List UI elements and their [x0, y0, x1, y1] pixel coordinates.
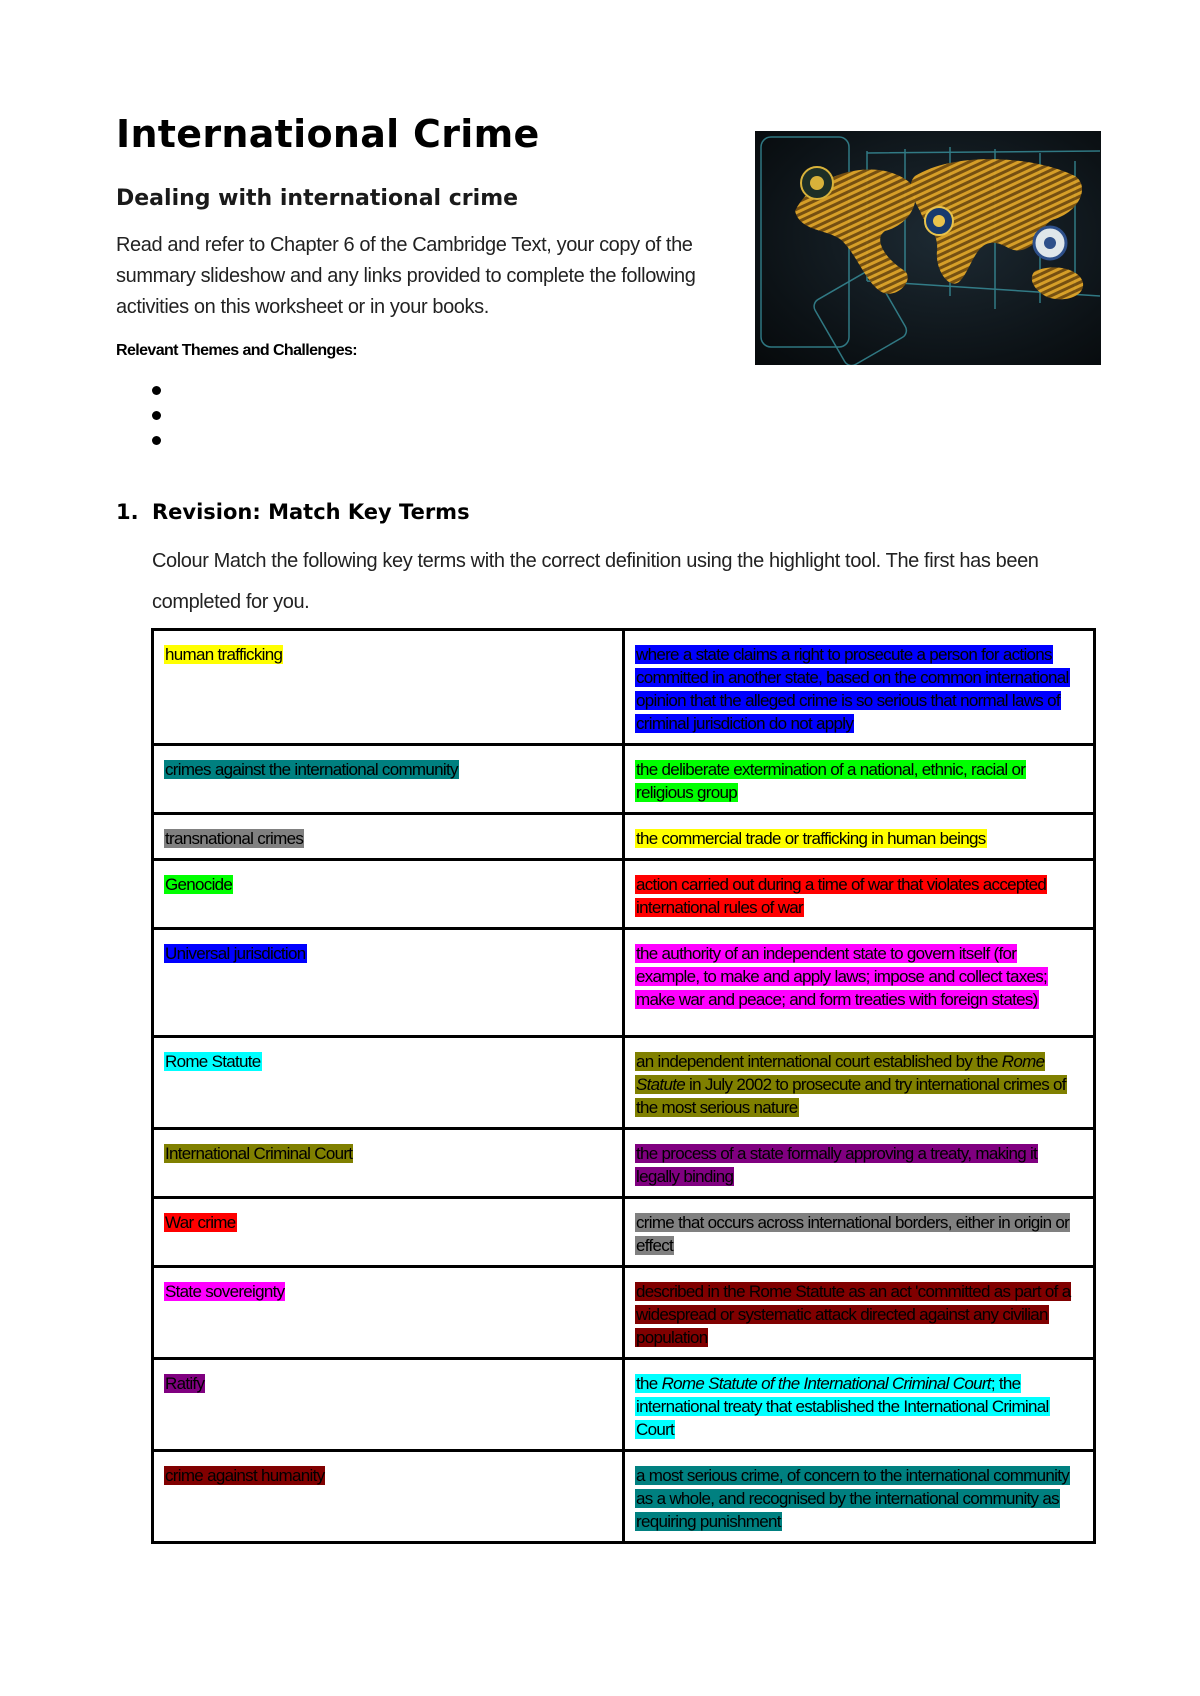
definition-text: [635, 1052, 1067, 1117]
definition-text-part: action carried out during a time of war that violates accepted international rules of war: [636, 875, 1047, 917]
definition-italic-text: Rome Statute of the International Criminal Court: [661, 1374, 991, 1393]
section-title: Revision: Match Key Terms: [152, 500, 470, 524]
term-cell[interactable]: [153, 860, 624, 929]
table-row: [153, 1129, 1095, 1198]
definition-cell[interactable]: [624, 1359, 1095, 1451]
page-subtitle: Dealing with international crime: [116, 186, 519, 211]
table-row: [153, 929, 1095, 1037]
definition-cell[interactable]: [624, 1037, 1095, 1129]
table-row: [153, 1267, 1095, 1359]
definition-text: [635, 760, 1026, 802]
definition-cell[interactable]: [624, 1129, 1095, 1198]
key-terms-table: [151, 628, 1096, 1544]
table-row: [153, 1359, 1095, 1451]
section-number: 1.: [116, 500, 139, 524]
term-text: crime against humanity: [165, 1466, 325, 1485]
definition-text: [635, 875, 1047, 917]
table-row: [153, 814, 1095, 860]
section-heading: [116, 500, 470, 524]
term-cell[interactable]: [153, 929, 624, 1037]
term-text: Genocide: [165, 875, 233, 894]
table-row: [153, 860, 1095, 929]
definition-text-part: the process of a state formally approving a treaty, making it legally binding: [636, 1144, 1038, 1186]
term-text: Universal jurisdiction: [165, 944, 306, 963]
definition-cell[interactable]: [624, 860, 1095, 929]
table-row: [153, 630, 1095, 745]
term-text: International Criminal Court: [165, 1144, 353, 1163]
world-map-icon: [755, 131, 1101, 365]
definition-text-part: crime that occurs across international borders, either in origin or effect: [636, 1213, 1070, 1255]
definition-text: [635, 1213, 1070, 1255]
definition-cell[interactable]: [624, 929, 1095, 1037]
definition-italic-text: Rome Statute: [636, 1052, 1045, 1094]
definition-cell[interactable]: [624, 1267, 1095, 1359]
definition-text-part: an independent international court established by the: [636, 1052, 1002, 1071]
definition-text: [635, 1374, 1050, 1439]
definition-cell[interactable]: [624, 630, 1095, 745]
definition-text-part: where a state claims a right to prosecute a person for actions committed in another state, based on the common international opinion that the alleged crime is so serious that normal laws of criminal jurisdiction do not apply: [636, 645, 1069, 733]
definition-text-part: a most serious crime, of concern to the international community as a whole, and recognised by the international community as requiring punishment: [636, 1466, 1070, 1531]
definition-cell[interactable]: [624, 1198, 1095, 1267]
themes-label: Relevant Themes and Challenges:: [116, 342, 358, 359]
term-cell[interactable]: [153, 1359, 624, 1451]
term-cell[interactable]: [153, 1129, 624, 1198]
term-cell[interactable]: [153, 814, 624, 860]
definition-text-part: described in the Rome Statute as an act 'committed as part of a widespread or systematic attack directed against any civilian population: [636, 1282, 1071, 1347]
table-row: [153, 745, 1095, 814]
section-instructions: Colour Match the following key terms with the correct definition using the highlight tool. The first has been completed for you.: [152, 550, 1039, 613]
term-cell[interactable]: [153, 630, 624, 745]
intro-paragraph: Read and refer to Chapter 6 of the Cambridge Text, your copy of the summary slideshow and any links provided to complete the following activities on this worksheet or in your books.: [116, 234, 696, 318]
definition-cell[interactable]: [624, 1451, 1095, 1543]
table-row: [153, 1198, 1095, 1267]
term-cell[interactable]: [153, 745, 624, 814]
page-title: International Crime: [116, 112, 540, 156]
term-cell[interactable]: [153, 1037, 624, 1129]
term-text: War crime: [165, 1213, 236, 1232]
term-cell[interactable]: [153, 1198, 624, 1267]
definition-text-part: ; the international treaty that established the International Criminal Court: [636, 1374, 1049, 1439]
definition-text-part: in July 2002 to prosecute and try international crimes of the most serious nature: [636, 1075, 1066, 1117]
definition-text-part: the commercial trade or trafficking in human beings: [636, 829, 986, 848]
definition-text-part: the authority of an independent state to govern itself (for example, to make and apply laws; impose and collect taxes; make war and peace; and form treaties with foreign states): [636, 944, 1048, 1009]
table-row: [153, 1037, 1095, 1129]
definition-text: [635, 645, 1070, 733]
world-map-image: [755, 131, 1101, 365]
definition-text: [635, 1466, 1070, 1531]
term-text: Rome Statute: [165, 1052, 261, 1071]
term-text: crimes against the international community: [165, 760, 458, 779]
definition-cell[interactable]: [624, 745, 1095, 814]
definition-cell[interactable]: [624, 814, 1095, 860]
term-text: State sovereignty: [165, 1282, 285, 1301]
table-row: [153, 1451, 1095, 1543]
definition-text: [635, 944, 1048, 1009]
term-text: human trafficking: [165, 645, 283, 664]
definition-text-part: the deliberate extermination of a national, ethnic, racial or religious group: [636, 760, 1026, 802]
definition-text: [635, 829, 987, 848]
definition-text-part: the: [636, 1374, 662, 1393]
definition-text: [635, 1144, 1038, 1186]
term-text: transnational crimes: [165, 829, 304, 848]
definition-text: [635, 1282, 1071, 1347]
term-text: Ratify: [165, 1374, 205, 1393]
term-cell[interactable]: [153, 1451, 624, 1543]
term-cell[interactable]: [153, 1267, 624, 1359]
